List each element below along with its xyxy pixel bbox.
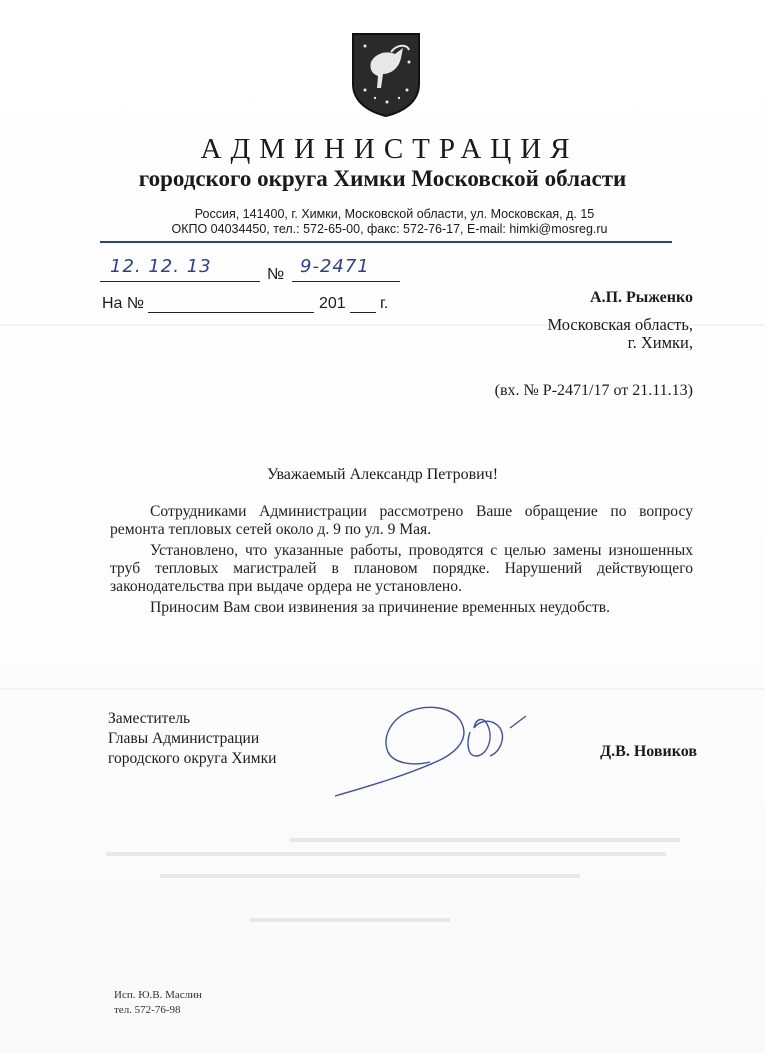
signer-name: Д.В. Новиков [600,743,697,760]
executor-phone: тел. 572-76-98 [114,1004,181,1016]
executor-name: Исп. Ю.В. Маслин [114,989,202,1001]
salutation: Уважаемый Александр Петрович! [266,466,499,483]
signer-title-line: городского округа Химки [108,750,277,767]
ref-year-prefix: 201 [319,295,346,312]
outgoing-date: 12. 12. 13 [110,256,212,277]
org-contacts: ОКПО 04034450, тел.: 572-65-00, факс: 572-76-17, E-mail: himki@mosreg.ru [171,222,608,236]
ref-label: На № [102,295,145,312]
body-paragraph: Сотрудниками Администрации рассмотрено Ваше обращение по вопросу ремонта тепловых сетей около д. 9 по ул. 9 Мая. [110,503,693,538]
paper-fold-line [0,688,765,690]
incoming-reference: (вх. № Р-2471/17 от 21.11.13) [494,382,693,399]
number-label: № [267,266,285,283]
ref-number-underline [148,312,314,313]
number-underline [292,281,400,282]
date-underline [100,281,260,282]
signer-title-line: Заместитель [108,710,191,727]
signer-title-line: Главы Администрации [108,730,260,747]
ref-year-underline [350,312,376,313]
body-paragraph: Приносим Вам свои извинения за причинение временных неудобств. [150,599,611,616]
reverse-side-bleed [100,830,700,940]
handwritten-signature [330,698,550,802]
recipient-region: Московская область, [547,315,693,334]
ref-year-suffix: г. [380,295,389,312]
letter-body [110,503,693,617]
org-address: Россия, 141400, г. Химки, Московской области, ул. Московская, д. 15 [194,207,595,221]
header-divider [100,241,672,243]
coat-of-arms-icon [351,32,421,118]
outgoing-number: 9-2471 [300,256,370,277]
executor-info [114,988,202,1018]
recipient-city: г. Химки, [627,333,693,352]
signer-title [108,709,276,769]
body-paragraph: Установлено, что указанные работы, проводятся с целью замены изношенных труб тепловых магистралей в плановом порядке. Нарушений действующего законодательства при выдаче ордера не установлено. [110,542,693,595]
org-subtitle: городского округа Химки Московской области [138,166,627,191]
org-title: АДМИНИСТРАЦИЯ [200,133,579,165]
recipient-name: А.П. Рыженко [590,289,693,306]
